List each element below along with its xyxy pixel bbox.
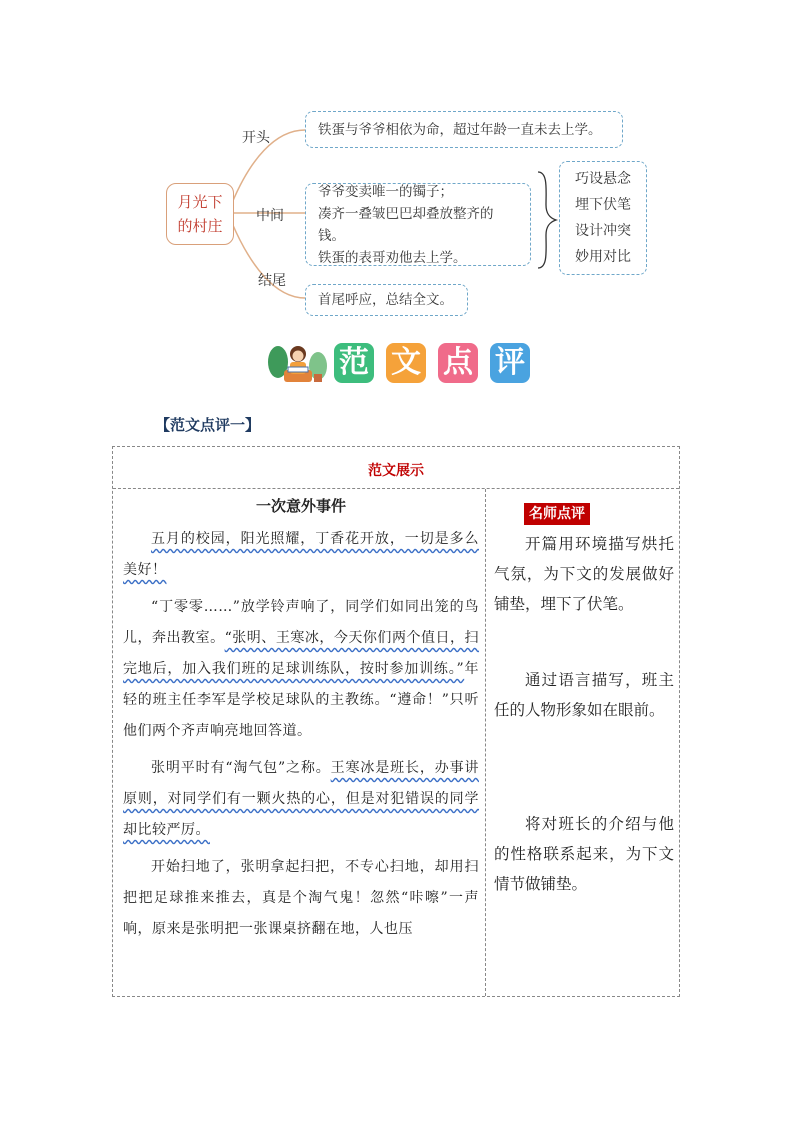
branch-middle-label: 中间 (256, 208, 284, 224)
essay-table (112, 446, 680, 997)
ending-box (305, 284, 468, 316)
branch-ending-label: 结尾 (258, 273, 286, 289)
section-title: 【范文点评一】 (155, 416, 261, 434)
essay-paragraph-1 (123, 524, 479, 586)
underlined-text: “张明、王寒冰，今天你们两个值日，扫完地后，加入我们班的足球训练队，按时参加训练。” (123, 630, 480, 677)
technique-4: 妙用对比 (575, 249, 631, 265)
middle-line-2: 凑齐一叠皱巴巴却叠放整齐的钱。 (318, 205, 494, 244)
ending-text: 首尾呼应，总结全文。 (318, 292, 453, 308)
mind-map (0, 0, 794, 330)
comment-badge: 名师点评 (524, 503, 590, 525)
banner-tile-3: 点 (438, 343, 478, 383)
essay-paragraph-3 (123, 753, 479, 846)
technique-2: 埋下伏笔 (575, 197, 631, 213)
root-line-2: 的村庄 (177, 217, 223, 235)
column-divider (485, 489, 486, 996)
essay-title: 一次意外事件 (255, 497, 346, 515)
mind-map-connectors (0, 0, 794, 330)
branch-opening-label: 开头 (242, 130, 270, 146)
underlined-text: 五月的校园，阳光照耀，丁香花开放，一切是多么美好！ (123, 531, 479, 578)
essay-paragraph-4 (123, 852, 479, 976)
plain-text: 张明平时有“淘气包”之称。 (151, 760, 331, 776)
root-line-1: 月光下 (177, 193, 223, 211)
middle-line-1: 爷爷变卖唯一的镯子； (318, 183, 453, 200)
plain-text: “丁零零……”放学铃声响了，同学们如同出笼的鸟儿，奔出教室。 (123, 599, 479, 646)
comment-2: 通过语言描写，班主任的人物形象如在眼前。 (494, 671, 674, 719)
reading-girl-icon (266, 340, 328, 386)
plain-text: 年轻的班主任李军是学校足球队的主教练。“遵命！”只听他们两个齐声响亮地回答道。 (123, 661, 480, 739)
comment-column (494, 503, 674, 893)
plain-text: 开始扫地了，张明拿起扫把，不专心扫地，却用扫把把足球推来推去，真是个淘气鬼！忽然“咔嚓”一声响，原来是张明把一张课桌挤翻在地，人也压 (123, 859, 479, 937)
technique-1: 巧设悬念 (575, 171, 631, 187)
opening-box (305, 111, 623, 148)
section-banner (266, 340, 536, 386)
middle-line-3: 铁蛋的表哥劝他去上学。 (318, 249, 467, 266)
brace-icon (538, 172, 556, 268)
opening-text: 铁蛋与爷爷相依为命，超过年龄一直未去上学。 (318, 121, 602, 138)
middle-box (305, 183, 531, 266)
comment-3: 将对班长的介绍与他的性格联系起来，为下文情节做铺垫。 (494, 815, 674, 893)
table-header: 范文展示 (113, 447, 679, 489)
essay-column (123, 493, 479, 982)
comment-1: 开篇用环境描写烘托气氛，为下文的发展做好铺垫，埋下了伏笔。 (494, 535, 674, 613)
mind-map-root (166, 183, 234, 245)
essay-paragraph-2 (123, 592, 479, 747)
banner-tile-4: 评 (490, 343, 530, 383)
banner-tile-2: 文 (386, 343, 426, 383)
banner-tile-1: 范 (334, 343, 374, 383)
techniques-box (559, 161, 647, 275)
underlined-text: 王寒冰是班长，办事讲原则，对同学们有一颗火热的心，但是对犯错误的同学却比较严厉。 (123, 760, 479, 838)
technique-3: 设计冲突 (575, 223, 631, 239)
